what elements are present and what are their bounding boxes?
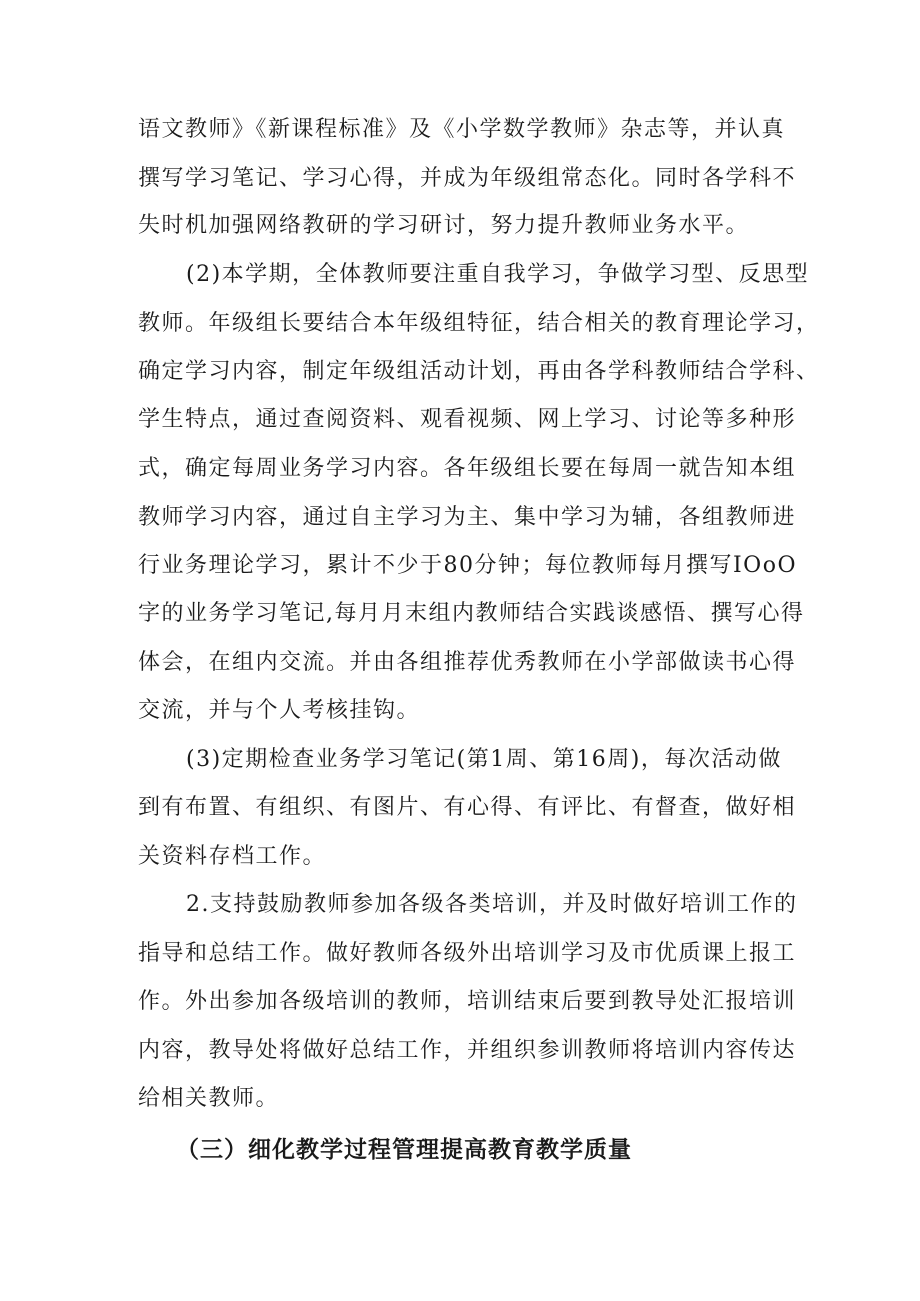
text-line: 体会，在组内交流。并由各组推荐优秀教师在小学部做读书心得 [138,650,797,675]
text-line: 失时机加强网络教研的学习研讨，努力提升教师业务水平。 [138,213,750,238]
text-line: 作。外出参加各级培训的教师，培训结束后要到教导处汇报培训 [138,989,797,1014]
text-line: (3)定期检查业务学习笔记(第1周、第16周)，每次活动做 [186,747,782,772]
text-line: 式，确定每周业务学习内容。各年级组长要在每周一就告知本组 [138,456,797,481]
text-line: 2.支持鼓励教师参加各级各类培训，并及时做好培训工作的 [186,892,798,917]
text-line: 学生特点，通过查阅资料、观看视频、网上学习、讨论等多种形 [138,407,797,432]
text-line: 关资料存档工作。 [138,844,327,869]
text-line: 语文教师》《新课程标准》及《小学数学教师》杂志等，并认真 [138,117,786,142]
text-line: 内容，教导处将做好总结工作，并组织参训教师将培训内容传达 [138,1038,797,1063]
text-line: 教师。年级组长要结合本年级组特征，结合相关的教育理论学习， [138,311,820,336]
text-line: 行业务理论学习，累计不少于80分钟；每位教师每月撰写IOoO [138,553,798,578]
text-line: 撰写学习笔记、学习心得，并成为年级组常态化。同时各学科不 [138,166,797,191]
section-heading: （三）细化教学过程管理提高教育教学质量 [176,1136,632,1163]
text-line: 指导和总结工作。做好教师各级外出培训学习及市优质课上报工 [138,941,797,966]
text-line: 到有布置、有组织、有图片、有心得、有评比、有督查，做好相 [138,795,797,820]
text-line: 教师学习内容，通过自主学习为主、集中学习为辅，各组教师进 [138,505,797,530]
text-line: 确定学习内容，制定年级组活动计划，再由各学科教师结合学科、 [138,359,820,384]
text-line: 字的业务学习笔记,每月月末组内教师结合实践谈感悟、撰写心得 [138,601,805,626]
text-line: 交流，并与个人考核挂钩。 [138,698,421,723]
text-line: (2)本学期，全体教师要注重自我学习，争做学习型、反思型 [186,262,810,287]
text-line: 给相关教师。 [138,1086,280,1111]
